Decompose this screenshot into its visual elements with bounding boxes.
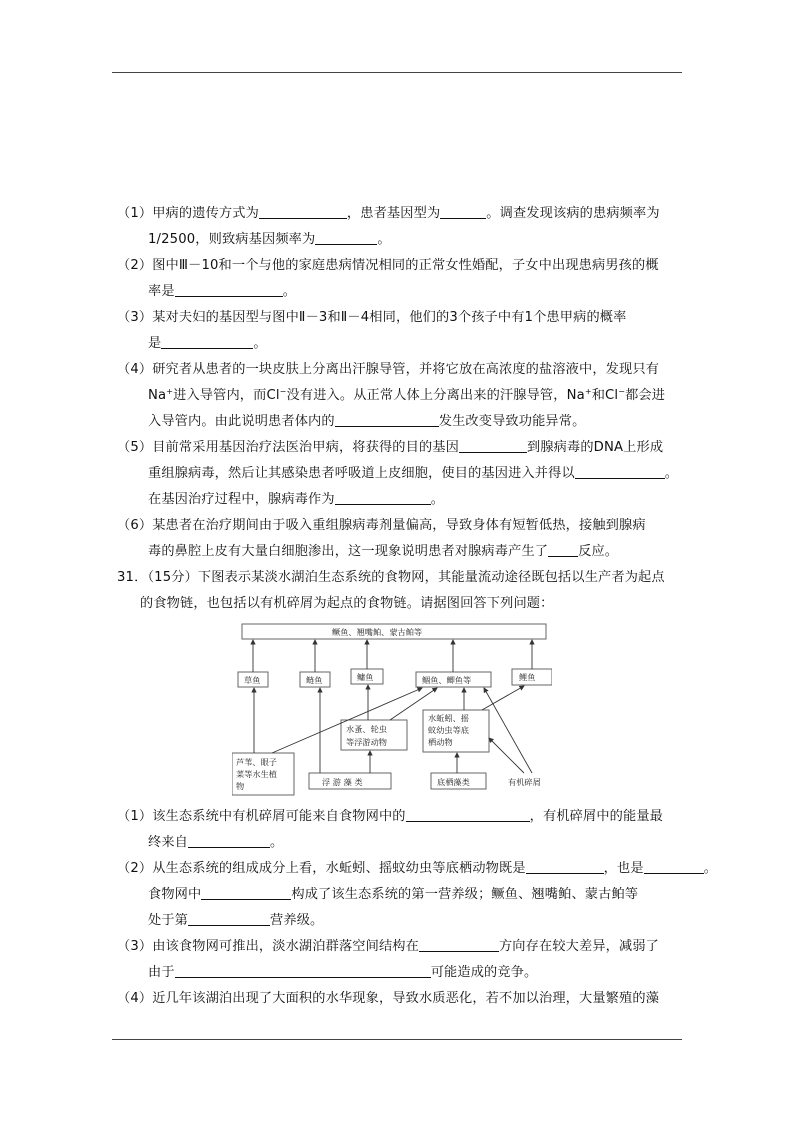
label-plants-2: 菜等水生植: [236, 769, 277, 779]
q31-line1: [117, 569, 665, 587]
p3-text-b: 方向存在较大差异，减弱了: [498, 939, 660, 954]
label-zoo-2: 等浮游动物: [346, 737, 387, 747]
q2-line2: [148, 283, 296, 301]
q4-text-b7: 和Cl: [591, 388, 619, 403]
q6-blank-1[interactable]: [548, 543, 578, 557]
q4-line2: [148, 387, 665, 405]
label-lianyu: 鲢鱼: [306, 675, 323, 685]
q3-text-c: 。: [253, 336, 267, 351]
q5-text-d: 。: [664, 466, 679, 481]
label-qiyu: 鲴鱼、鲫鱼等: [422, 675, 472, 685]
q1-text-d: 1/2500，则致病基因频率为: [148, 232, 316, 247]
arrow-benthic-liyu: [482, 686, 524, 710]
p2-text-e: 构成了该生态系统的第一营养级；鳜鱼、翘嘴鲌、蒙古鲌等: [291, 887, 639, 902]
q4-sup-minus-2: −: [618, 387, 626, 396]
q4-text-a: （4）研究者从患者的一块皮肤上分离出汗腺导管，并将它放在高浓度的盐溶液中，发现只有: [117, 362, 660, 377]
arrow-detritus-benthic: [489, 738, 524, 773]
q4-na-1: Na: [148, 388, 167, 403]
p3-blank-2[interactable]: [175, 964, 431, 978]
arrow-detritus-qiyu: [484, 688, 532, 773]
q3-line2: [148, 335, 267, 353]
label-plants-1: 芦苇、眼子: [236, 757, 277, 767]
q5-text-f: 。: [430, 492, 445, 507]
label-top-predators: 鳜鱼、翘嘴鲌、蒙古鲌等: [332, 627, 423, 637]
p1-line2: [148, 834, 283, 852]
q1-blank-2[interactable]: [440, 205, 486, 219]
p2-line3: [148, 912, 323, 930]
p2-line2: [148, 886, 638, 904]
q4-text-d: 发生改变导致功能异常。: [438, 414, 586, 429]
p1-text-b: ，有机碎屑中的能量最: [529, 809, 664, 824]
p3-text-c: 由于: [148, 965, 175, 980]
q6-text-a: （6）某患者在治疗期间由于吸入重组腺病毒剂量偏高，导致身体有短暂低热，接触到腺病: [117, 518, 646, 533]
label-benthic-algae: 底栖藻类: [437, 777, 470, 787]
p1-text-c: 终来自: [148, 835, 189, 850]
q5-line2: [148, 465, 678, 483]
q3-line1: [117, 309, 626, 327]
q5-text-b: 到腺病毒的DNA上形成: [526, 440, 664, 455]
q31-text-b: 的食物链，也包括以有机碎屑为起点的食物链。请据图回答下列问题：: [140, 596, 554, 611]
q2-line1: [117, 257, 659, 275]
p2-blank-2[interactable]: [644, 860, 704, 874]
q3-blank-1[interactable]: [161, 335, 253, 349]
footer-rule: [112, 1039, 682, 1040]
q4-text-b9: 都会进: [625, 388, 666, 403]
p4-line1: [117, 990, 659, 1008]
p2-text-d: 食物网中: [148, 887, 202, 902]
label-plants-3: 物: [236, 781, 245, 791]
q1-text-e: 。: [377, 232, 391, 247]
q1-blank-1[interactable]: [259, 205, 347, 219]
q1-text-c: 。调查发现该病的患病频率为: [486, 206, 660, 221]
q1-text-a: （1）甲病的遗传方式为: [117, 206, 259, 221]
q6-line1: [117, 517, 646, 535]
p1-text-d: 。: [270, 835, 284, 850]
q1-line2: [148, 231, 391, 249]
label-phytoplankton: 浮 游 藻 类: [322, 777, 363, 787]
q3-text-b: 是: [148, 336, 162, 351]
p2-text-f: 处于第: [148, 913, 189, 928]
p1-blank-2[interactable]: [188, 834, 270, 848]
label-benthic-1: 水蚯蚓、摇: [428, 713, 469, 723]
q4-line1: [117, 361, 659, 379]
q5-text-e: 在基因治疗过程中，腺病毒作为: [148, 492, 335, 507]
p2-blank-4[interactable]: [188, 912, 270, 926]
label-zoo-1: 水蚤、轮虫: [346, 724, 387, 734]
q5-text-a: （5）目前常采用基因治疗法医治甲病，将获得的目的基因: [117, 440, 459, 455]
q4-text-c: 入导管内。由此说明患者体内的: [148, 414, 335, 429]
p4-text-a: （4）近几年该湖泊出现了大面积的水华现象，导致水质恶化，若不加以治理，大量繁殖的藻: [117, 991, 660, 1006]
q2-blank-1[interactable]: [175, 283, 283, 297]
p3-text-a: （3）由该食物网可推出，淡水湖泊群落空间结构在: [117, 939, 419, 954]
label-benthic-3: 栖动物: [428, 737, 453, 747]
q31-text-a: 31．（15分）下图表示某淡水湖泊生态系统的食物网，其能量流动途径既包括以生产者为起点: [117, 570, 665, 585]
q2-text-a: （2）图中Ⅲ－10和一个与他的家庭患病情况相同的正常女性婚配，子女中出现患病男孩的概: [117, 258, 659, 273]
q6-line2: [148, 543, 618, 561]
q4-sup-plus-1: +: [166, 387, 174, 396]
p3-blank-1[interactable]: [419, 938, 499, 952]
q5-blank-1[interactable]: [459, 439, 527, 453]
p2-text-g: 营养级。: [270, 913, 324, 928]
p2-text-b: ，也是: [603, 861, 644, 876]
q2-text-b: 率是: [148, 284, 175, 299]
p3-line1: [117, 938, 659, 956]
label-benthic-2: 蚊幼虫等底: [428, 725, 469, 735]
q5-blank-3[interactable]: [335, 491, 431, 505]
p2-text-c: 。: [703, 861, 718, 876]
q4-sup-plus-2: +: [584, 387, 592, 396]
p1-line1: [117, 808, 663, 826]
q5-line1: [117, 439, 663, 457]
label-caoyu: 草鱼: [244, 675, 261, 685]
q31-line2: [140, 595, 553, 613]
q2-text-c: 。: [282, 284, 297, 299]
q1-line1: [117, 205, 660, 223]
q5-blank-2[interactable]: [575, 465, 665, 479]
q4-line3: [148, 413, 585, 431]
p2-blank-1[interactable]: [526, 860, 604, 874]
q5-text-c: 重组腺病毒，然后让其感染患者呼吸道上皮细胞，使目的基因进入并得以: [148, 466, 575, 481]
q5-line3: [148, 491, 444, 509]
label-liyu: 鲤鱼: [519, 672, 536, 682]
q4-text-b5: 没有进入。从正常人体上分离出来的汗腺导管，Na: [286, 388, 585, 403]
q4-sup-minus-1: −: [279, 387, 287, 396]
label-yongyu: 鳙鱼: [357, 672, 374, 682]
q1-blank-3[interactable]: [315, 231, 377, 245]
p3-text-d: 可能造成的竞争。: [430, 965, 538, 980]
p3-line2: [148, 964, 537, 982]
q4-text-b3: 进入导管内，而Cl: [173, 388, 280, 403]
header-rule: [112, 72, 682, 73]
p2-line1: [117, 860, 717, 878]
p1-blank-1[interactable]: [406, 808, 530, 822]
food-web-arrows: [253, 640, 532, 773]
q4-blank-1[interactable]: [335, 413, 439, 427]
q1-text-b: ，患者基因型为: [346, 206, 441, 221]
p2-blank-3[interactable]: [201, 886, 291, 900]
p1-text-a: （1）该生态系统中有机碎屑可能来自食物网中的: [117, 809, 406, 824]
label-detritus: 有机碎屑: [508, 777, 541, 787]
food-web-diagram: [232, 620, 552, 798]
p2-text-a: （2）从生态系统的组成成分上看，水蚯蚓、摇蚊幼虫等底栖动物既是: [117, 861, 526, 876]
q6-text-b: 毒的鼻腔上皮有大量白细胞渗出，这一现象说明患者对腺病毒产生了: [148, 544, 549, 559]
q6-text-c: 反应。: [578, 544, 619, 559]
q3-text-a: （3）某对夫妇的基因型与图中Ⅱ－3和Ⅱ－4相同，他们的3个孩子中有1个患甲病的概率: [117, 310, 627, 325]
